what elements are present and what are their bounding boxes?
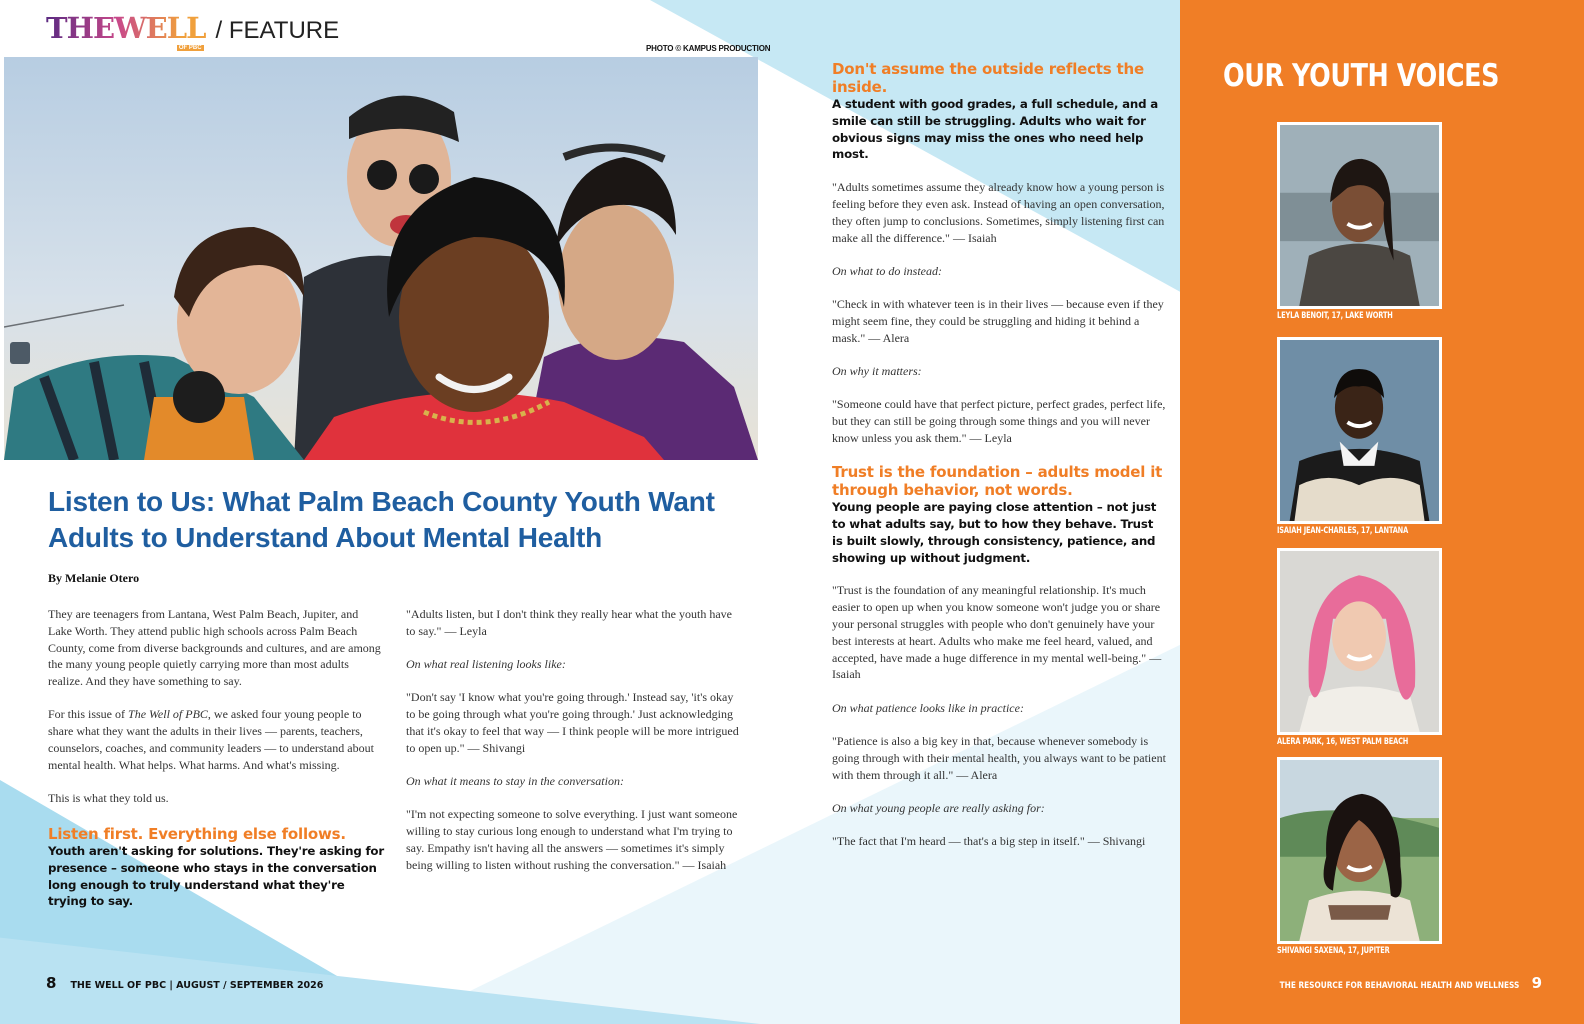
youth-profile: [1277, 337, 1442, 536]
folio-right: [1227, 974, 1542, 992]
quote-prompt: On what young people are really asking for:: [832, 800, 1045, 815]
quote-prompt: On what real listening looks like:: [406, 657, 566, 672]
masthead: [46, 11, 340, 51]
profile-photo: [1277, 337, 1442, 524]
profile-photo: [1277, 757, 1442, 944]
page-number: 8: [46, 974, 57, 992]
quote: "Check in with whatever teen is in their lives — because even if they might seem fine, they could be struggling and hiding it behind a mask." — Alera: [832, 297, 1164, 345]
paragraph: They are teenagers from Lantana, West Palm Beach, Jupiter, and Lake Worth. They attend public high schools across Palm Beach County, come from diverse backgrounds and cultures, and are among the many young people quietly carrying more than most adults realize. And they have something to say.: [48, 607, 381, 689]
section-deck: Young people are paying close attention – not just to what adults say, but to how they behave. Trust is built slowly, through consistency, patience, and showing up without judgment.: [832, 500, 1157, 565]
profile-photo: [1277, 548, 1442, 735]
section-subhead: Listen first. Everything else follows.: [48, 824, 346, 843]
profile-caption: ISAIAH JEAN-CHARLES, 17, LANTANA: [1277, 526, 1409, 536]
profile-photo: [1277, 122, 1442, 309]
profile-caption: ALERA PARK, 16, WEST PALM BEACH: [1277, 737, 1409, 747]
profile-caption: SHIVANGI SAXENA, 17, JUPITER: [1277, 946, 1390, 956]
section-subhead: Don't assume the outside reflects the inside.: [832, 60, 1144, 96]
article-column-1: [48, 606, 384, 926]
quote-prompt: On why it matters:: [832, 364, 922, 379]
byline: By Melanie Otero: [48, 571, 140, 585]
photo-credit: PHOTO © KAMPUS PRODUCTION: [646, 44, 771, 53]
quote: "Adults listen, but I don't think they really hear what the youth have to say." — Leyla: [406, 607, 732, 638]
quote: "Someone could have that perfect picture, perfect grades, perfect life, but they can still be going through some things and you will never know unless you ask them." — Leyla: [832, 397, 1166, 445]
paragraph: This is what they told us.: [48, 791, 169, 806]
quote: "Trust is the foundation of any meaningful relationship. It's much easier to open up when you know someone won't judge you or share your personal struggles with people who don't genuinely have your best interests at heart. Adults who make me feel heard, valued, and accepted, have made a huge difference in my mental well-being." — Isaiah: [832, 583, 1162, 682]
quote: "The fact that I'm heard — that's a big step in itself." — Shivangi: [832, 834, 1146, 849]
youth-profile: [1277, 757, 1442, 956]
youth-profile: [1277, 122, 1442, 321]
profile-caption: LEYLA BENOIT, 17, LAKE WORTH: [1277, 311, 1393, 321]
headline-rest: What Palm Beach County Youth Want Adults to Understand About Mental Health: [48, 486, 715, 553]
folio-text: THE WELL OF PBC | AUGUST / SEPTEMBER 2026: [70, 980, 324, 991]
quote: "Patience is also a big key in that, because whenever somebody is going through with their mental health, you always want to be patient with them through it all." — Alera: [832, 734, 1166, 782]
folio-left: [46, 974, 323, 992]
quote-prompt: On what it means to stay in the conversation:: [406, 774, 624, 789]
section-label: / FEATURE: [215, 17, 340, 44]
quote: "Don't say 'I know what you're going through.' Instead say, 'it's okay to be going through what you're going through.' Just acknowledging that it's okay to feel that way — I think people will be more intrigued to open up." — Shivangi: [406, 690, 739, 755]
sidebar-title: OUR YOUTH VOICES: [1223, 58, 1499, 94]
section-deck: Youth aren't asking for solutions. They're asking for presence – someone who stays in the conversation long enough to truly understand what they're trying to say.: [48, 843, 384, 909]
quote-prompt: On what patience looks like in practice:: [832, 700, 1024, 715]
folio-tagline: THE RESOURCE FOR BEHAVIORAL HEALTH AND WELLNESS: [1279, 981, 1520, 991]
section-subhead: Trust is the foundation – adults model it through behavior, not words.: [832, 463, 1163, 500]
quote-prompt: On what to do instead:: [832, 263, 942, 278]
section-deck: A student with good grades, a full schedule, and a smile can still be struggling. Adults who wait for obvious signs may miss the ones who need help most.: [832, 97, 1159, 162]
youth-voices-sidebar: [1180, 0, 1584, 1024]
quote: "Adults sometimes assume they already know how a young person is feeling before they even ask. Instead of having an open conversation, they often jump to conclusions. Sometimes, simply listening first can make all the difference." — Isaiah: [832, 180, 1165, 245]
youth-profile: [1277, 548, 1442, 747]
paragraph: For this issue of The Well of PBC, we asked four young people to share what they want the adults in their lives — parents, teachers, counselors, coaches, and community leaders — to understand about mental health. What helps. What harms. And what's missing.: [48, 707, 374, 772]
article-headline: [48, 484, 748, 556]
article-column-3: [832, 60, 1166, 867]
article-column-2: [406, 606, 742, 890]
headline-lead: Listen to Us:: [48, 486, 215, 517]
quote: "I'm not expecting someone to solve everything. I just want someone willing to stay curious long enough to understand what I'm trying to say. Empathy isn't having all the answers — sometimes it's simply being willing to listen without rushing the conversation." — Isaiah: [406, 807, 738, 872]
hero-photo: [4, 57, 758, 460]
page-number: 9: [1531, 974, 1542, 992]
hero-photo-illustration: [4, 57, 758, 460]
magazine-logo: THEWELL OF PBC: [46, 11, 206, 51]
